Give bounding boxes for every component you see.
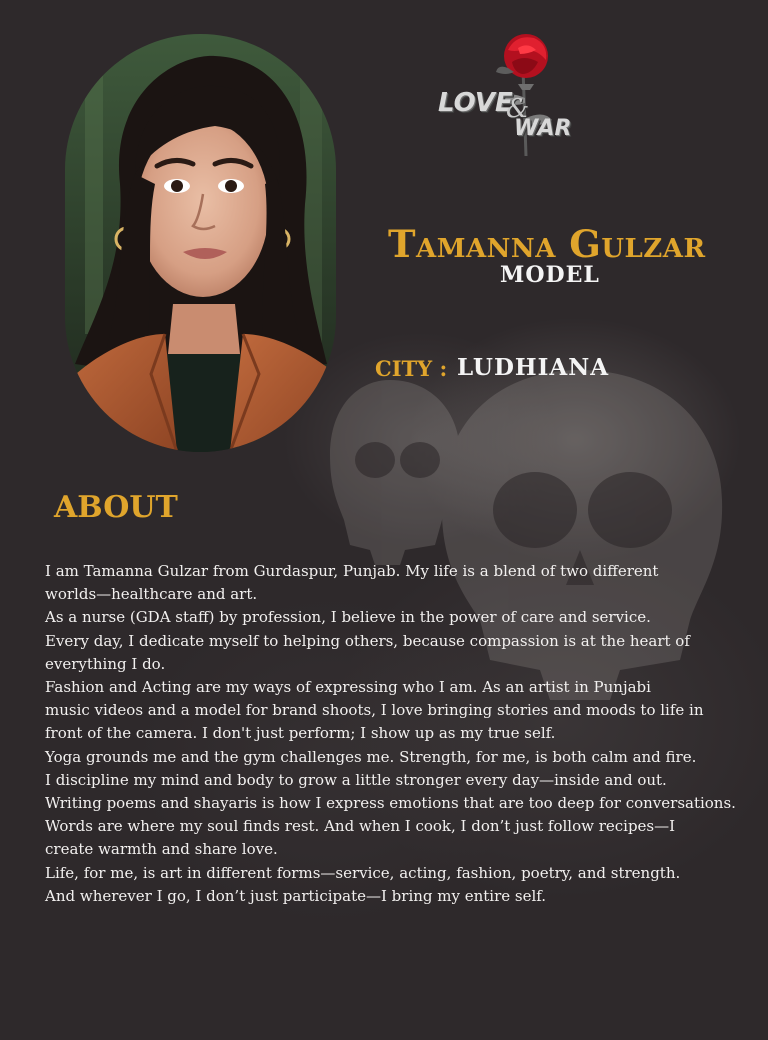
about-text	[45, 560, 763, 908]
logo-word-love: LOVE	[438, 88, 513, 118]
city-value: LUDHIANA	[457, 354, 610, 381]
about-line: worlds—healthcare and art.	[45, 585, 258, 604]
about-line: Fashion and Acting are my ways of expressing who I am. As an artist in Punjabi	[45, 678, 651, 697]
about-line: everything I do.	[45, 654, 166, 673]
about-line: Writing poems and shayaris is how I express emotions that are too deep for conversations.	[45, 794, 736, 813]
about-line: Yoga grounds me and the gym challenges me. Strength, for me, is both calm and fire.	[45, 747, 697, 766]
profile-photo	[65, 34, 336, 452]
about-line: music videos and a model for brand shoots, I love bringing stories and moods to life in	[45, 701, 704, 720]
love-and-war-logo	[432, 28, 602, 158]
about-line: And wherever I go, I don’t just participate—I bring my entire self.	[45, 886, 547, 905]
model-role: MODEL	[500, 262, 600, 288]
model-name: Tamanna Gulzar	[388, 222, 706, 266]
about-line: Every day, I dedicate myself to helping others, because compassion is at the heart of	[45, 631, 690, 650]
about-line: I discipline my mind and body to grow a little stronger every day—inside and out.	[45, 770, 667, 789]
about-line: As a nurse (GDA staff) by profession, I believe in the power of care and service.	[45, 608, 651, 627]
about-line: create warmth and share love.	[45, 840, 278, 859]
logo-word-war: WAR	[514, 116, 572, 141]
logo-ampersand: &	[506, 94, 530, 124]
about-line: Words are where my soul finds rest. And when I cook, I don’t just follow recipes—I	[45, 817, 676, 836]
about-heading: ABOUT	[54, 490, 178, 525]
about-line: Life, for me, is art in different forms—service, acting, fashion, poetry, and strength.	[45, 863, 681, 882]
city-label: CITY :	[375, 356, 448, 381]
about-line: I am Tamanna Gulzar from Gurdaspur, Punjab. My life is a blend of two different	[45, 562, 659, 580]
about-line: front of the camera. I don't just perform; I show up as my true self.	[45, 724, 556, 743]
